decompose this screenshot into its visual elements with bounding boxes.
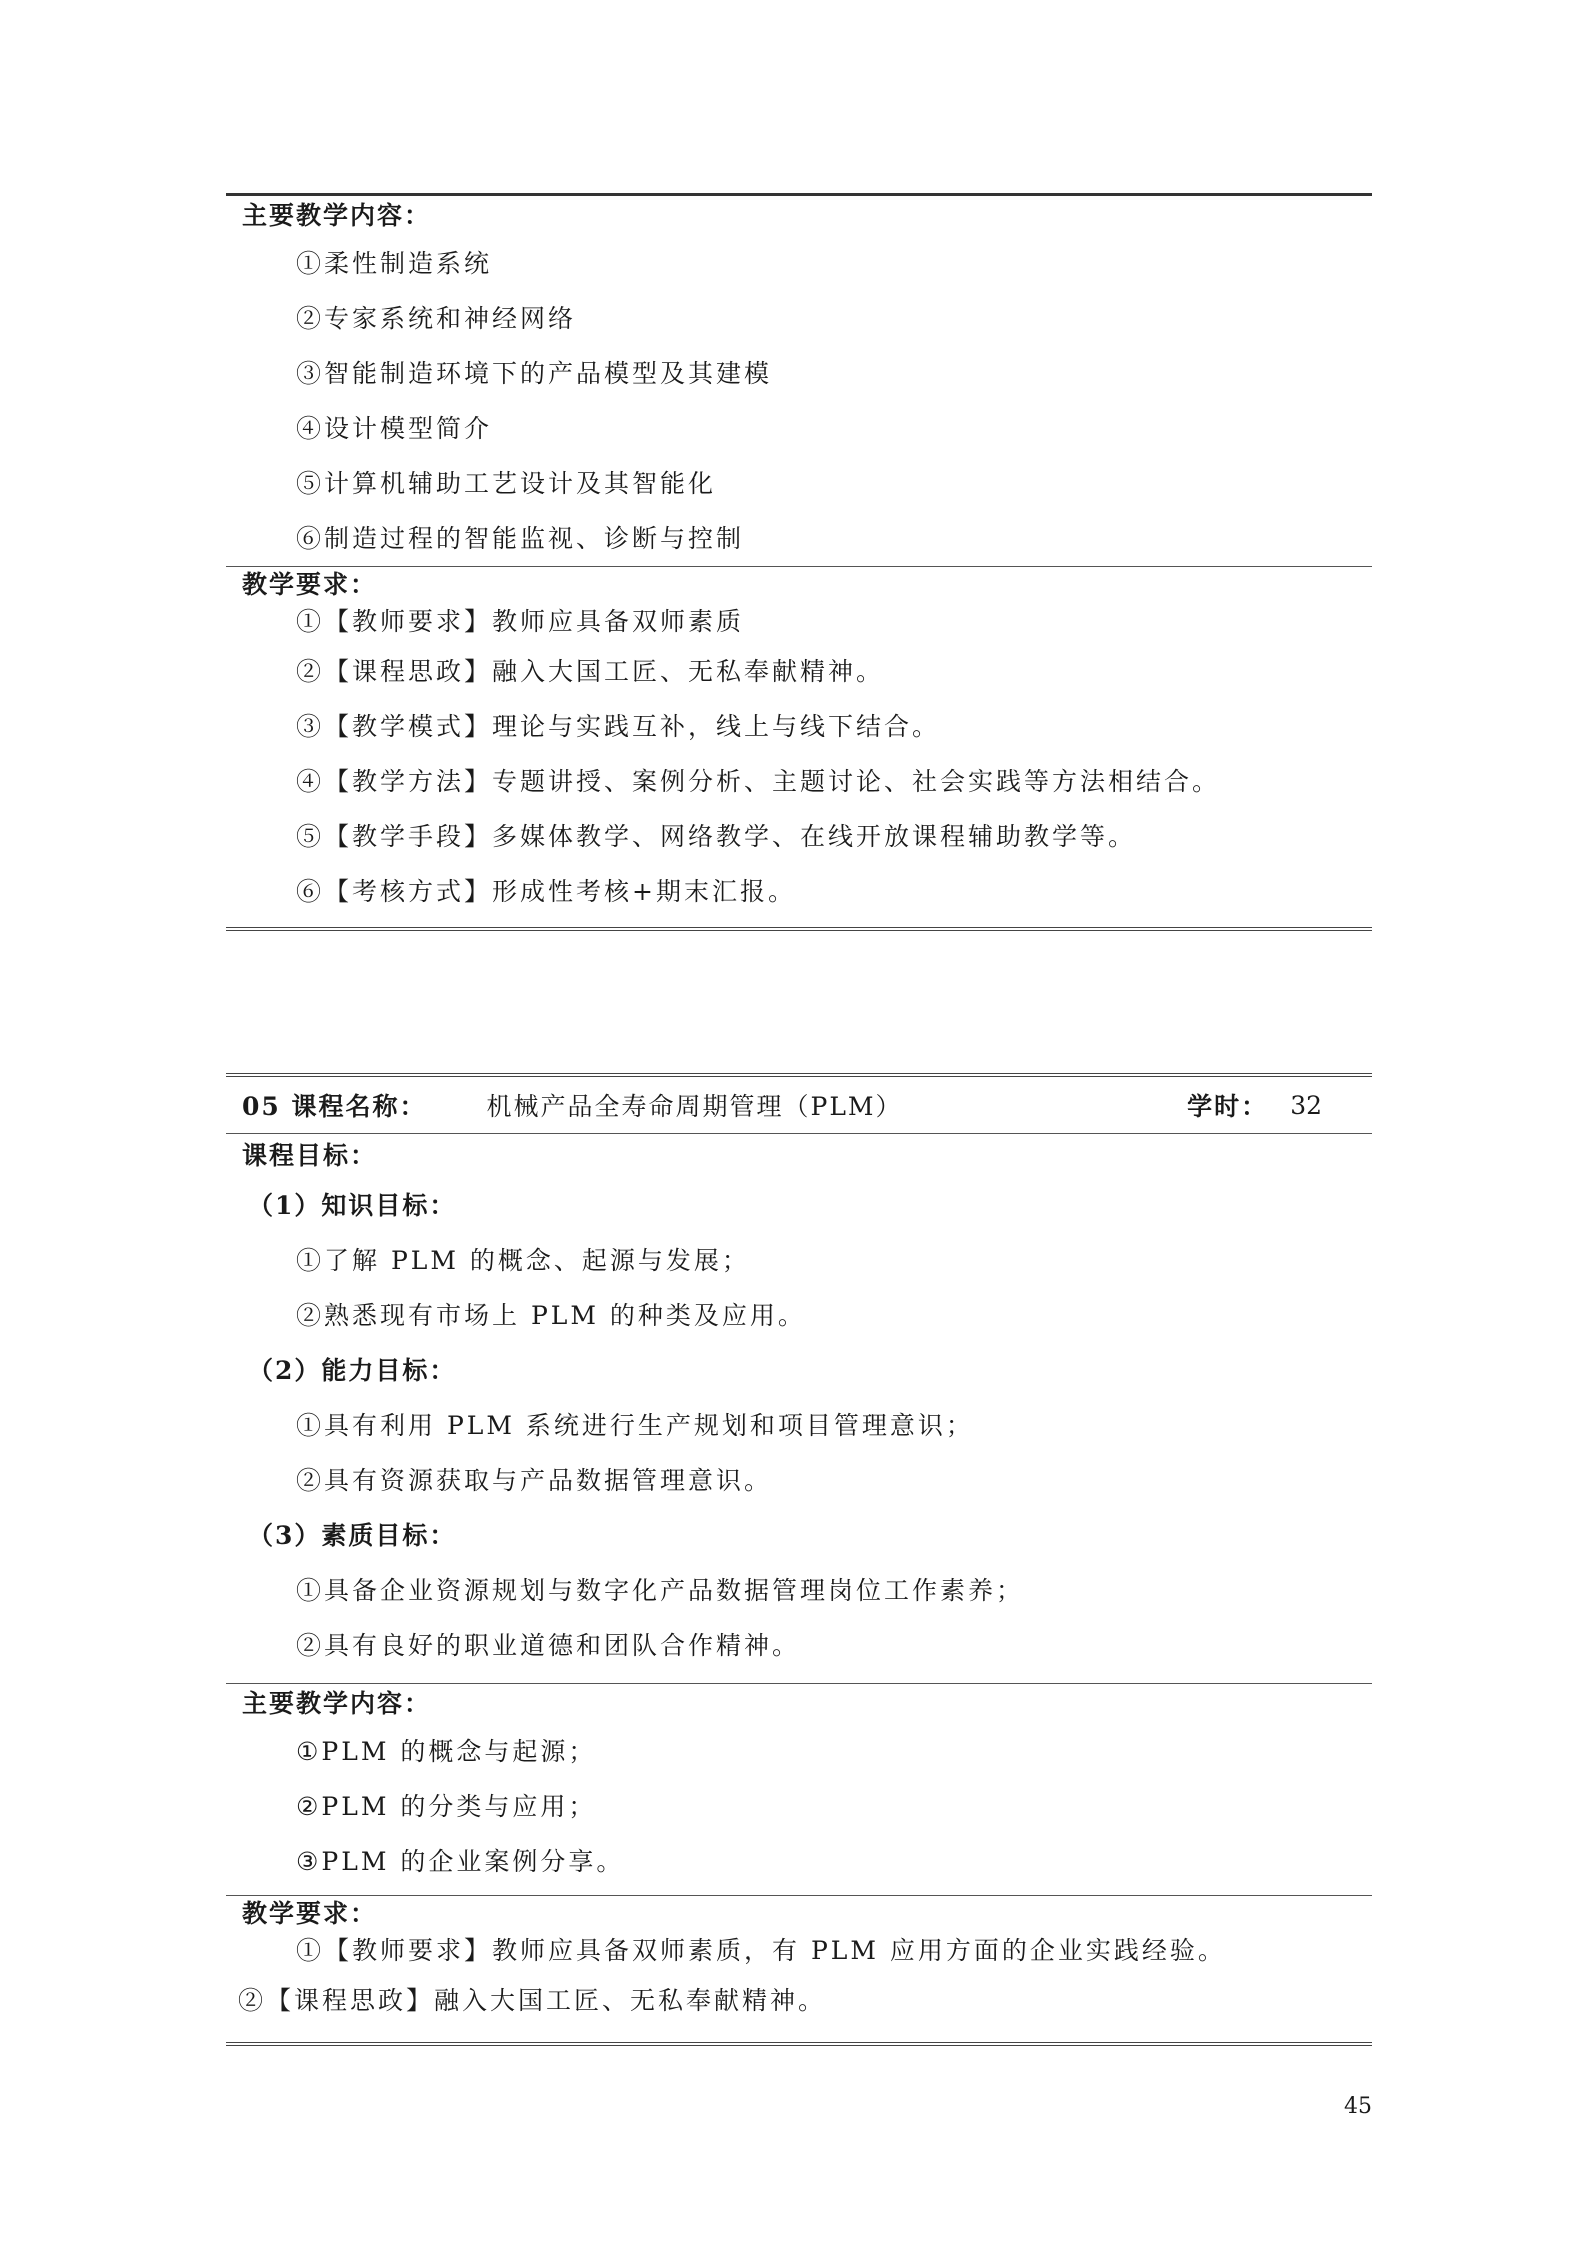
- hours-label: 学时：: [1187, 1092, 1269, 1121]
- hours-value: 32: [1290, 1090, 1322, 1120]
- knowledge-heading: （1）知识目标：: [248, 1191, 457, 1220]
- page-number: 45: [1344, 2094, 1372, 2119]
- content-item: ②专家系统和神经网络: [296, 304, 577, 333]
- knowledge-item: ②熟悉现有市场上 PLM 的种类及应用。: [296, 1301, 806, 1330]
- content-heading: 主要教学内容：: [242, 1689, 432, 1718]
- content-item: ③智能制造环境下的产品模型及其建模: [296, 359, 773, 388]
- content-item: ③PLM 的企业案例分享。: [296, 1847, 625, 1876]
- quality-item: ②具有良好的职业道德和团队合作精神。: [296, 1631, 801, 1660]
- ability-item: ①具有利用 PLM 系统进行生产规划和项目管理意识；: [296, 1411, 974, 1440]
- content-item: ⑤计算机辅助工艺设计及其智能化: [296, 469, 717, 498]
- course-title-row: [226, 1077, 1372, 1133]
- requirements-heading: 教学要求：: [242, 570, 378, 599]
- knowledge-item: ①了解 PLM 的概念、起源与发展；: [296, 1246, 750, 1275]
- content-item: ④设计模型简介: [296, 414, 493, 443]
- content-list: [226, 236, 1372, 566]
- requirements-list: [226, 599, 1372, 919]
- goals-heading: 课程目标：: [242, 1141, 378, 1170]
- requirement-item: ④【教学方法】专题讲授、案例分析、主题讨论、社会实践等方法相结合。: [296, 767, 1221, 796]
- course-name: 机械产品全寿命周期管理（PLM）: [486, 1092, 903, 1121]
- course-label: 05 课程名称：: [242, 1092, 427, 1121]
- quality-item: ①具备企业资源规划与数字化产品数据管理岗位工作素养；: [296, 1576, 1025, 1605]
- course-05-table: [226, 1073, 1372, 2046]
- requirement-item: ⑤【教学手段】多媒体教学、网络教学、在线开放课程辅助教学等。: [296, 822, 1137, 851]
- requirements-heading: 教学要求：: [242, 1899, 378, 1928]
- requirement-item: ③【教学模式】理论与实践互补，线上与线下结合。: [296, 712, 941, 741]
- content-item: ①柔性制造系统: [296, 249, 493, 278]
- requirement-item: ⑥【考核方式】形成性考核+期末汇报。: [296, 877, 796, 906]
- requirement-item: ②【课程思政】融入大国工匠、无私奉献精神。: [238, 1986, 827, 2015]
- requirement-item: ②【课程思政】融入大国工匠、无私奉献精神。: [296, 657, 885, 686]
- requirement-item: ①【教师要求】教师应具备双师素质: [296, 607, 745, 636]
- table-bottom-rule: [226, 2042, 1372, 2046]
- course-04-continuation: [226, 193, 1372, 931]
- ability-item: ②具有资源获取与产品数据管理意识。: [296, 1466, 773, 1495]
- ability-heading: （2）能力目标：: [248, 1356, 457, 1385]
- content-heading: 主要教学内容：: [242, 201, 432, 230]
- quality-heading: （3）素质目标：: [248, 1521, 457, 1550]
- content-item: ⑥制造过程的智能监视、诊断与控制: [296, 524, 745, 553]
- content-item: ①PLM 的概念与起源；: [296, 1737, 597, 1766]
- content-item: ②PLM 的分类与应用；: [296, 1792, 597, 1821]
- table-bottom-rule: [226, 927, 1372, 931]
- requirement-item: ①【教师要求】教师应具备双师素质，有 PLM 应用方面的企业实践经验。: [296, 1936, 1226, 1965]
